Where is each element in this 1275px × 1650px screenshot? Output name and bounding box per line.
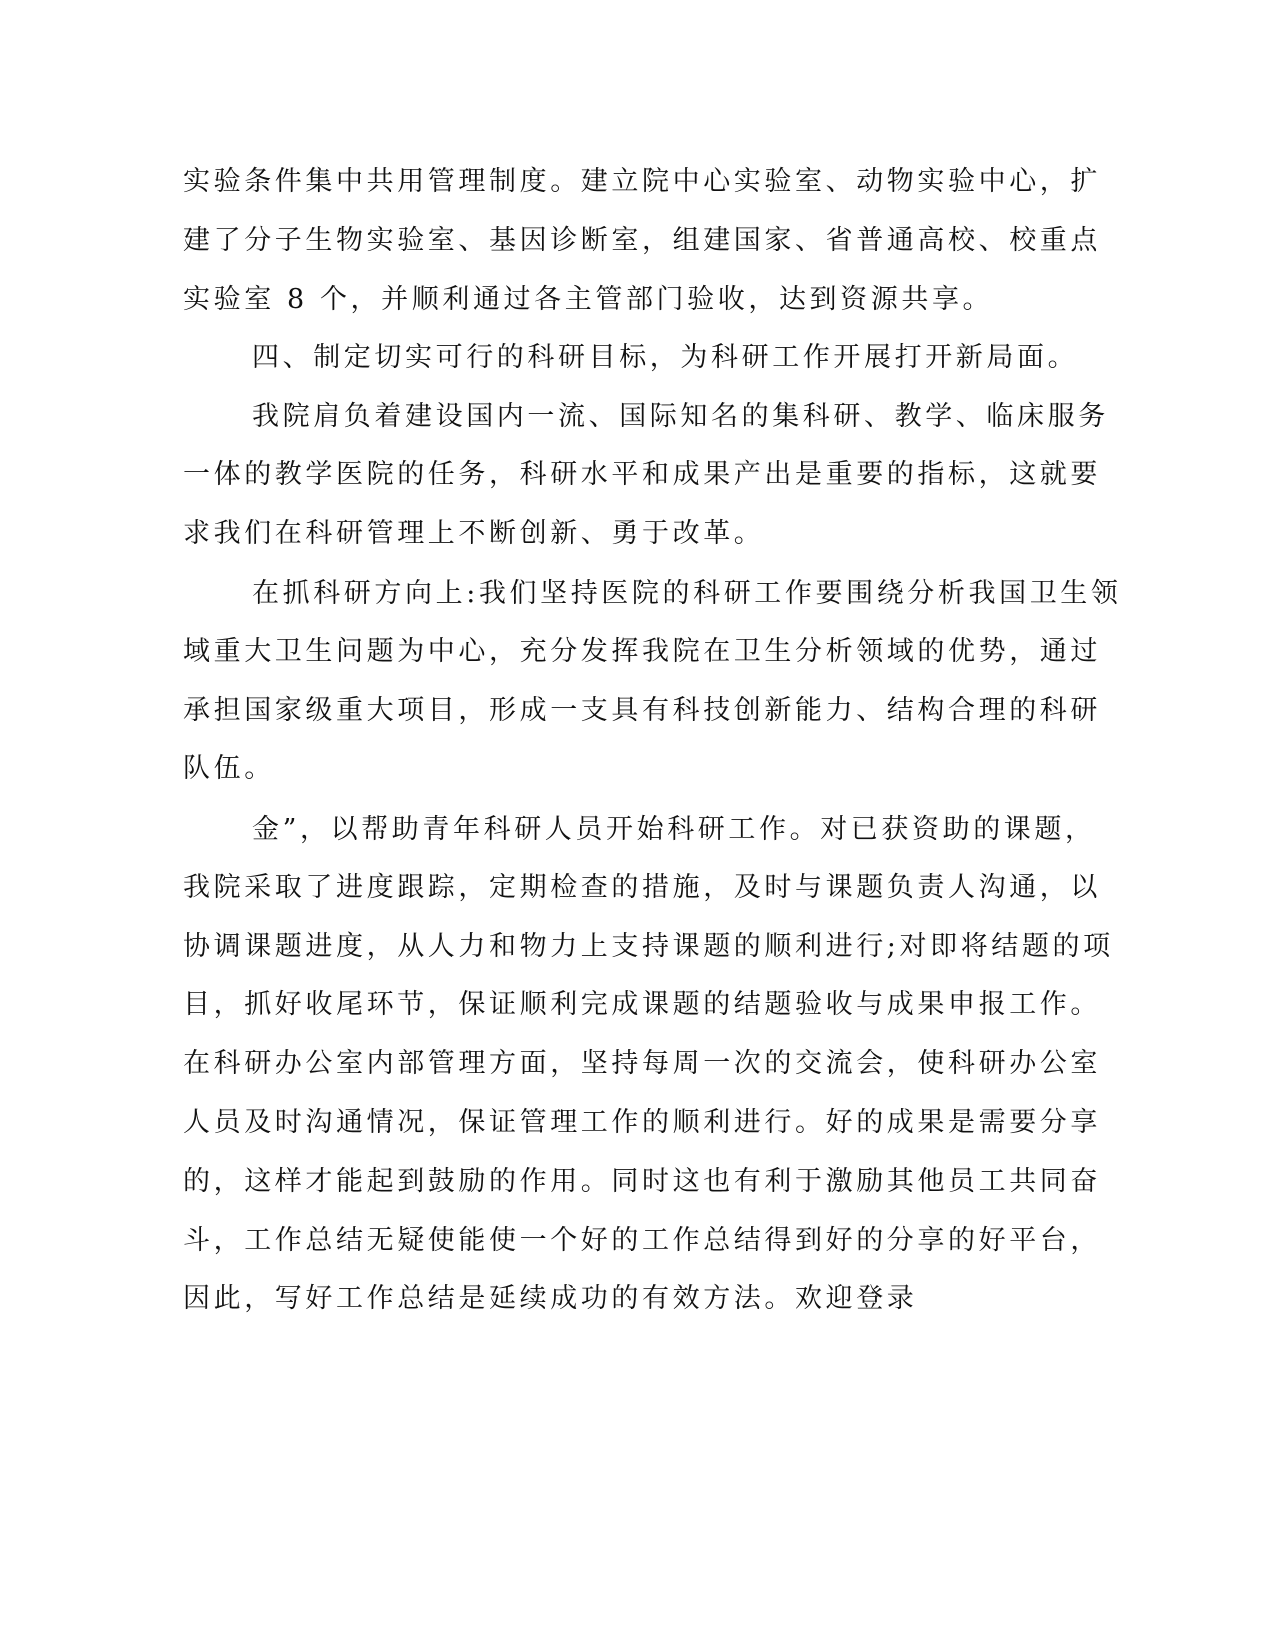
text-line: 求我们在科研管理上不断创新、勇于改革。 — [183, 518, 765, 549]
text-line: 建了分子生物实验室、基因诊断室，组建国家、省普通高校、校重点 — [183, 225, 1101, 256]
text-line: 金”，以帮助青年科研人员开始科研工作。对已获资助的课题， — [252, 814, 1096, 845]
text-line: 队伍。 — [183, 753, 275, 784]
text-line: 在科研办公室内部管理方面，坚持每周一次的交流会，使科研办公室 — [183, 1048, 1101, 1079]
text-line: 目，抓好收尾环节，保证顺利完成课题的结题验收与成果申报工作。 — [183, 989, 1101, 1020]
text-line: 实验条件集中共用管理制度。建立院中心实验室、动物实验中心，扩 — [183, 166, 1101, 197]
text-line: 域重大卫生问题为中心，充分发挥我院在卫生分析领域的优势，通过 — [183, 636, 1101, 667]
text-line: 一体的教学医院的任务，科研水平和成果产出是重要的指标，这就要 — [183, 459, 1101, 490]
text-line: 在抓科研方向上:我们坚持医院的科研工作要围绕分析我国卫生领 — [252, 578, 1122, 609]
text-line: 的，这样才能起到鼓励的作用。同时这也有利于激励其他员工共同奋 — [183, 1166, 1101, 1197]
text-line: 我院采取了进度跟踪，定期检查的措施，及时与课题负责人沟通，以 — [183, 872, 1101, 903]
section-heading: 四、制定切实可行的科研目标，为科研工作开展打开新局面。 — [252, 342, 1079, 373]
text-line: 协调课题进度，从人力和物力上支持课题的顺利进行;对即将结题的项 — [183, 931, 1114, 962]
text-line: 因此，写好工作总结是延续成功的有效方法。欢迎登录 — [183, 1283, 918, 1314]
text-line: 我院肩负着建设国内一流、国际知名的集科研、教学、临床服务 — [252, 401, 1109, 432]
text-line: 实验室 8 个，并顺利通过各主管部门验收，达到资源共享。 — [183, 284, 994, 315]
text-line: 人员及时沟通情况，保证管理工作的顺利进行。好的成果是需要分享 — [183, 1107, 1101, 1138]
text-line: 承担国家级重大项目，形成一支具有科技创新能力、结构合理的科研 — [183, 695, 1101, 726]
text-line: 斗，工作总结无疑使能使一个好的工作总结得到好的分享的好平台， — [183, 1225, 1101, 1256]
